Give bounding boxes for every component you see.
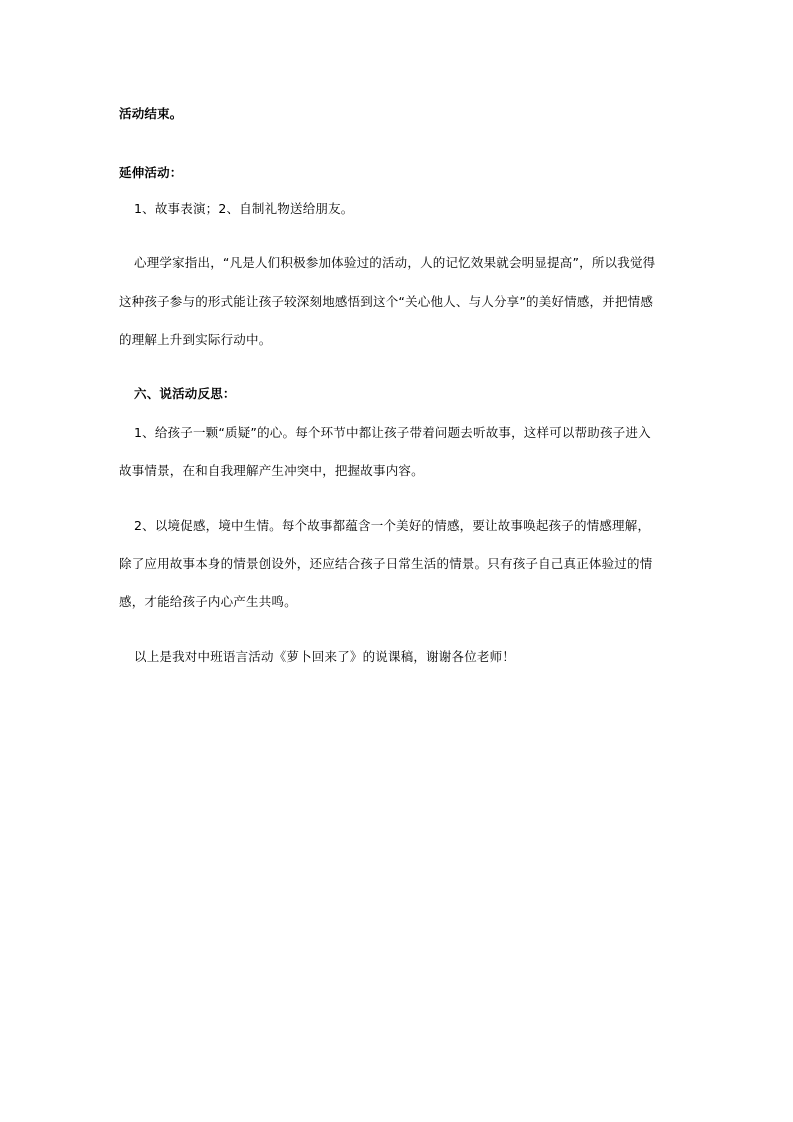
psych-paragraph-line-2: 这种孩子参与的形式能让孩子较深刻地感悟到这个“关心他人、与人分享”的美好情感，并把情感: [119, 294, 654, 309]
activity-end-text: 活动结束。: [119, 106, 183, 121]
reflection-1-line-1: 1、给孩子一颗“质疑”的心。每个环节中都让孩子带着问题去听故事，这样可以帮助孩子进入: [134, 425, 651, 440]
reflection-2-line-3: 感，才能给孩子内心产生共鸣。: [119, 594, 297, 609]
reflection-2-line-1: 2、以境促感，境中生情。每个故事都蕴含一个美好的情感，要让故事唤起孩子的情感理解，: [134, 518, 651, 533]
extension-items: 1、故事表演；2、自制礼物送给朋友。: [134, 201, 354, 216]
extension-heading: 延伸活动：: [119, 165, 183, 180]
reflection-heading: 六、说活动反思：: [134, 386, 236, 401]
psych-paragraph-line-1: 心理学家指出，“凡是人们积极参加体验过的活动，人的记忆效果就会明显提高”，所以我觉得: [134, 255, 656, 270]
psych-paragraph-line-3: 的理解上升到实际行动中。: [119, 332, 272, 347]
reflection-1-line-2: 故事情景，在和自我理解产生冲突中，把握故事内容。: [119, 463, 424, 478]
reflection-2-line-2: 除了应用故事本身的情景创设外，还应结合孩子日常生活的情景。只有孩子自己真正体验过的情: [119, 556, 653, 571]
closing-text: 以上是我对中班语言活动《萝卜回来了》的说课稿，谢谢各位老师！: [134, 649, 516, 664]
